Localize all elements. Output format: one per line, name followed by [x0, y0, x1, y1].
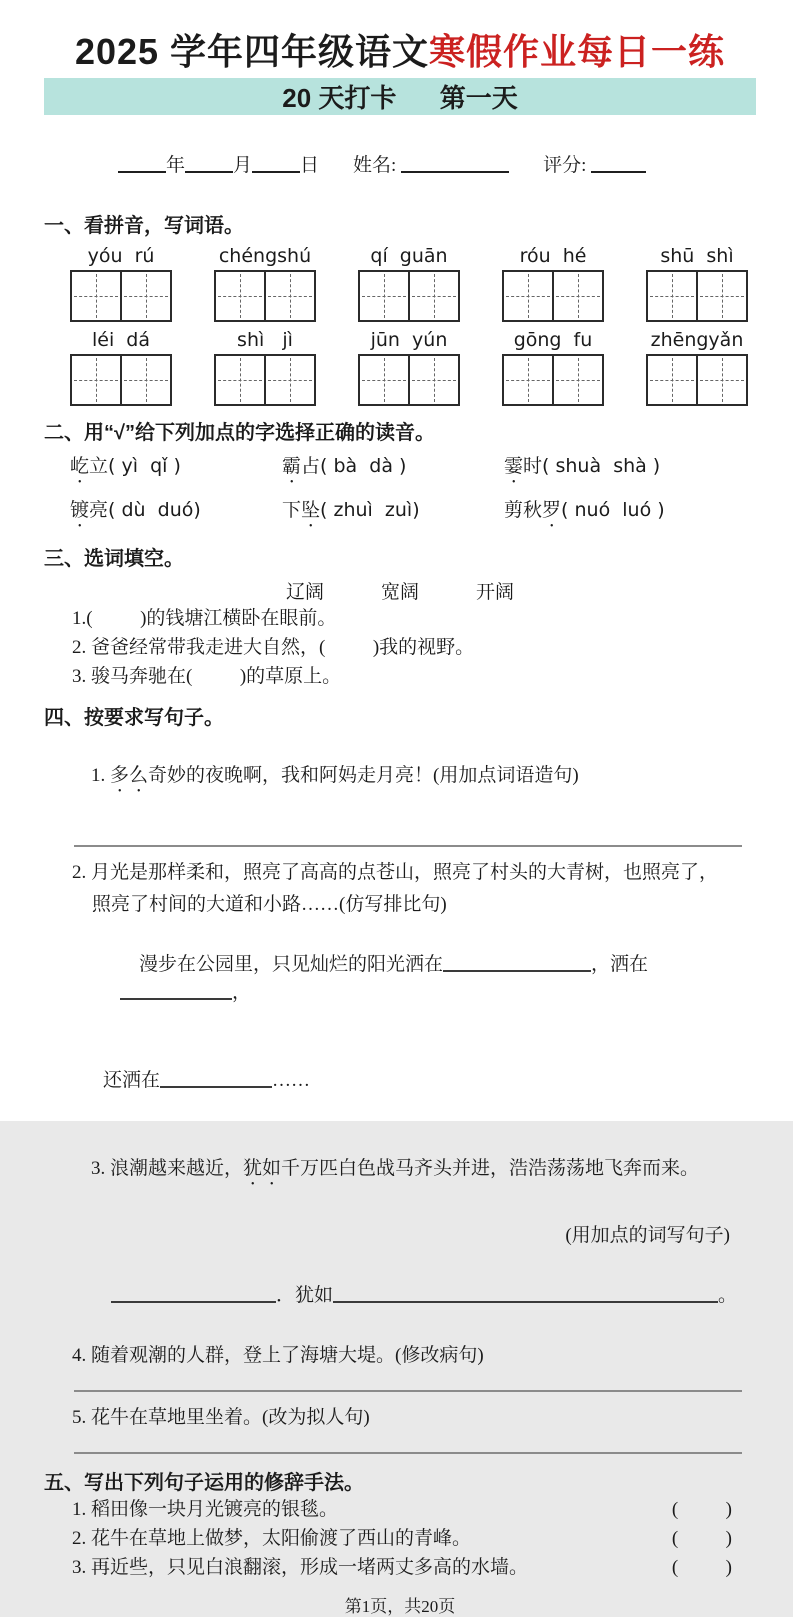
answer-paren[interactable]: ( )	[671, 1499, 732, 1521]
writing-grid[interactable]	[358, 354, 460, 406]
pronunciation-item	[504, 451, 756, 488]
word-post: 占	[301, 456, 321, 478]
name-label: 姓名:	[353, 155, 397, 177]
pinyin-label: shì jì	[237, 329, 293, 352]
day-label: 日	[300, 155, 320, 177]
sentence-question-3	[44, 1127, 756, 1218]
pinyin-label: jūn yún	[370, 329, 448, 352]
pronunciation-grid	[44, 451, 756, 532]
writing-grid[interactable]	[214, 354, 316, 406]
info-row	[44, 128, 756, 199]
fill-text: 漫步在公园里，只见灿烂的阳光洒在	[139, 954, 444, 976]
fill-in-item[interactable]: 2. 爸爸经常带我走进大自然，( )我的视野。	[72, 637, 475, 659]
pronunciation-item	[70, 495, 282, 532]
pinyin-options[interactable]: ( bà dà )	[320, 455, 407, 478]
question-number: 3.	[91, 1158, 110, 1180]
pinyin-options[interactable]: ( yì qǐ )	[108, 455, 181, 478]
rhetoric-text: 2. 花牛在草地上做梦，太阳偷渡了西山的青峰。	[72, 1528, 472, 1550]
section4-heading: 四、按要求写句子。	[44, 707, 224, 730]
pinyin-word-block	[502, 244, 604, 322]
rhetoric-item	[44, 1553, 756, 1582]
pinyin-word-block	[214, 244, 316, 322]
fill-blank[interactable]	[333, 1287, 718, 1303]
pinyin-row-2	[44, 326, 756, 406]
writing-grid[interactable]	[70, 354, 172, 406]
word-pre: 剪秋	[504, 500, 543, 522]
pronunciation-item	[282, 495, 504, 532]
writing-grid[interactable]	[502, 270, 604, 322]
word-pre: 下	[282, 500, 302, 522]
sentence-question-2-line2: 照亮了村间的大道和小路……(仿写排比句)	[92, 894, 447, 916]
banner-text: 20 天打卡 第一天	[282, 83, 518, 114]
fill-in-item[interactable]: 1.( )的钱塘江横卧在眼前。	[72, 608, 337, 630]
fill-text: 还洒在	[103, 1070, 161, 1092]
pronunciation-item	[70, 451, 282, 488]
pinyin-label: gōng fu	[513, 329, 593, 352]
year-label: 年	[166, 155, 186, 177]
question-text: 奇妙的夜晚啊，我和阿妈走月亮！(用加点词语造句)	[148, 765, 579, 787]
word-dotted: 霎	[504, 456, 524, 478]
sentence-question-1	[44, 734, 756, 825]
sentence-question-2-fill-line1	[44, 923, 756, 1035]
title-black: 2025 学年四年级语文	[74, 31, 430, 72]
pinyin-word-block	[502, 328, 604, 406]
section5-heading: 五、写出下列句子运用的修辞手法。	[44, 1472, 364, 1495]
writing-grid[interactable]	[70, 270, 172, 322]
word-dotted: 罗	[542, 500, 562, 522]
word-dotted: 霸	[282, 456, 302, 478]
day-blank[interactable]	[252, 157, 300, 173]
question-3-answer-row	[44, 1254, 756, 1338]
month-blank[interactable]	[185, 157, 233, 173]
year-blank[interactable]	[118, 157, 166, 173]
pinyin-word-block	[70, 328, 172, 406]
writing-grid[interactable]	[646, 270, 748, 322]
pronunciation-item	[504, 495, 756, 532]
question-number: 1.	[91, 765, 110, 787]
word-post: 时	[523, 456, 543, 478]
fill-blank[interactable]	[120, 984, 232, 1000]
section2-heading: 二、用“√”给下列加点的字选择正确的读音。	[44, 422, 435, 445]
answer-line[interactable]	[74, 1452, 742, 1454]
fill-text: ，	[232, 982, 252, 1004]
section1-heading: 一、看拼音，写词语。	[44, 215, 244, 238]
fill-blank[interactable]	[111, 1287, 276, 1303]
word-dotted: 屹	[70, 456, 90, 478]
pinyin-label: róu hé	[519, 245, 587, 268]
sentence-question-4: 4. 随着观潮的人群，登上了海塘大堤。(修改病句)	[72, 1345, 484, 1367]
word-dotted: 坠	[301, 500, 321, 522]
answer-mid: ．犹如	[276, 1285, 334, 1307]
pinyin-label: shū shì	[660, 245, 734, 268]
month-label: 月	[233, 155, 253, 177]
pinyin-word-block	[358, 328, 460, 406]
day-banner	[44, 78, 756, 115]
answer-paren[interactable]: ( )	[671, 1528, 732, 1550]
rhetoric-item	[44, 1524, 756, 1553]
pinyin-label: qí guān	[370, 245, 448, 268]
page-title	[44, 30, 756, 73]
sentence-question-2-line1: 2. 月光是那样柔和，照亮了高高的点苍山，照亮了村头的大青树，也照亮了，	[72, 862, 719, 884]
dotted-words: 多么	[110, 765, 149, 787]
rhetoric-text: 1. 稻田像一块月光镀亮的银毯。	[72, 1499, 339, 1521]
pinyin-options[interactable]: ( shuà shà )	[542, 455, 661, 478]
pinyin-options[interactable]: ( dù duó)	[108, 499, 201, 522]
pinyin-label: zhēngyǎn	[650, 329, 744, 352]
pinyin-label: chéngshú	[218, 245, 312, 268]
word-post: 立	[89, 456, 109, 478]
pinyin-word-block	[358, 244, 460, 322]
pinyin-word-block	[646, 328, 748, 406]
writing-grid[interactable]	[646, 354, 748, 406]
section3-heading: 三、选词填空。	[44, 548, 184, 571]
fill-blank[interactable]	[443, 956, 591, 972]
writing-grid[interactable]	[502, 354, 604, 406]
rhetoric-text: 3. 再近些，只见白浪翻滚，形成一堵两丈多高的水墙。	[72, 1557, 529, 1579]
pinyin-word-block	[646, 244, 748, 322]
sentence-question-5: 5. 花牛在草地里坐着。(改为拟人句)	[72, 1407, 370, 1429]
answer-end: 。	[718, 1285, 738, 1307]
score-label: 评分:	[543, 155, 587, 177]
writing-grid[interactable]	[214, 270, 316, 322]
fill-blank[interactable]	[160, 1072, 272, 1088]
pronunciation-item	[282, 451, 504, 488]
fill-text: ……	[272, 1070, 311, 1092]
pinyin-label: yóu rú	[87, 245, 155, 268]
pinyin-label: léi dá	[91, 329, 151, 352]
word-post: 亮	[89, 500, 109, 522]
answer-paren[interactable]: ( )	[671, 1557, 732, 1579]
answer-line[interactable]	[74, 1390, 742, 1392]
question-pre: 浪潮越来越近，	[110, 1158, 244, 1180]
dotted-words: 犹如	[243, 1158, 282, 1180]
score-blank[interactable]	[591, 157, 646, 173]
pinyin-word-block	[214, 328, 316, 406]
rhetoric-item	[44, 1495, 756, 1524]
fill-text: ，洒在	[591, 954, 649, 976]
word-bank: 辽阔 宽阔 开阔	[285, 582, 514, 604]
page-footer: 第1页，共20页	[344, 1597, 456, 1617]
pinyin-options[interactable]: ( zhuì zuì)	[320, 499, 420, 522]
pinyin-options[interactable]: ( nuó luó )	[561, 499, 665, 522]
fill-in-item[interactable]: 3. 骏马奔驰在( )的草原上。	[72, 666, 342, 688]
name-blank[interactable]	[401, 157, 509, 173]
sentence-question-2-fill-line2	[44, 1039, 756, 1123]
word-dotted: 镀	[70, 500, 90, 522]
question-3-note: (用加点的词写句子)	[565, 1225, 730, 1247]
answer-line[interactable]	[74, 845, 742, 847]
title-red: 寒假作业每日一练	[429, 31, 726, 72]
pinyin-row-1	[44, 242, 756, 322]
writing-grid[interactable]	[358, 270, 460, 322]
pinyin-word-block	[70, 244, 172, 322]
question-text: 千万匹白色战马齐头并进，浩浩荡荡地飞奔而来。	[281, 1158, 700, 1180]
